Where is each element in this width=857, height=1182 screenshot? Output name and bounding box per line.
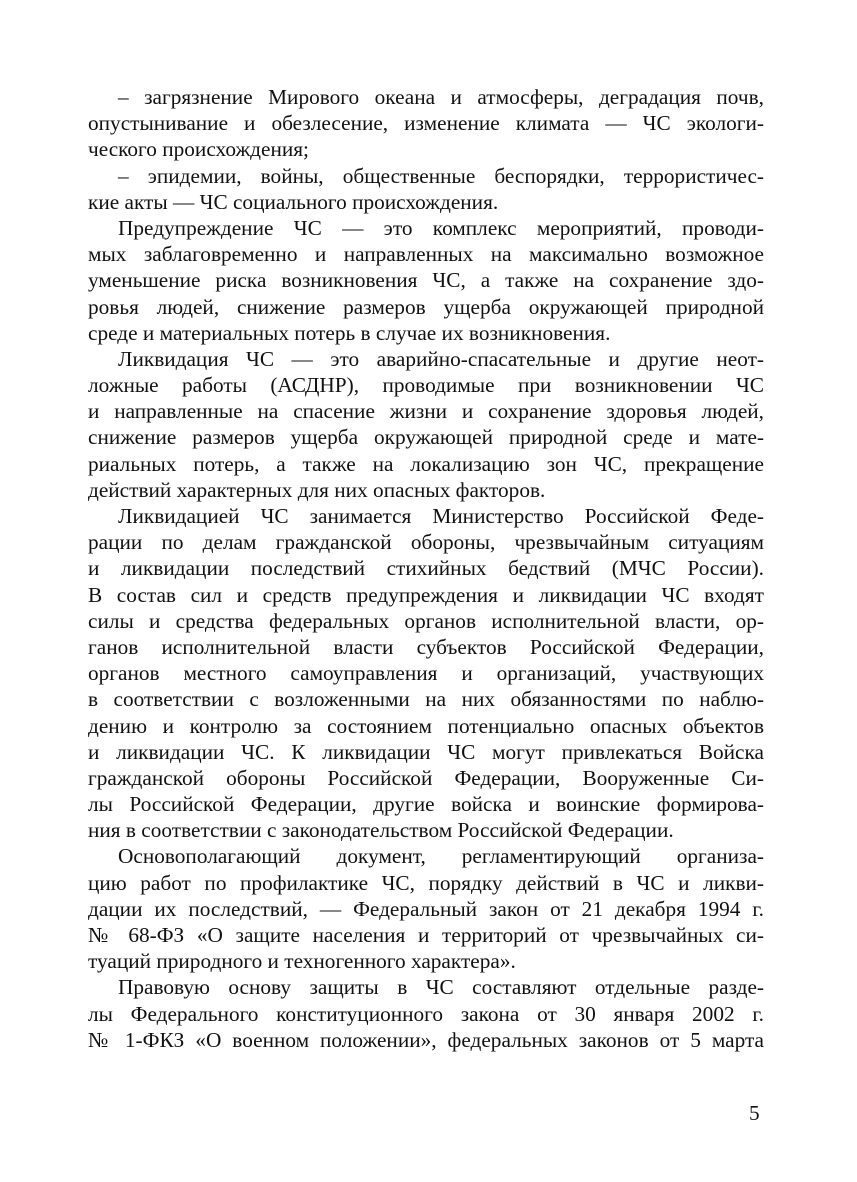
- text-line: и направленные на спасение жизни и сохранение здоровья людей,: [88, 399, 764, 424]
- text-line: цию работ по профилактике ЧС, порядку действий в ЧС и ликви-: [88, 870, 764, 895]
- text-line: дению и контролю за состоянием потенциально опасных объектов: [88, 713, 764, 738]
- paragraph-pollution: [88, 84, 764, 163]
- text-line: ческого происхождения;: [88, 137, 309, 162]
- text-line: Ликвидацией ЧС занимается Министерство Российской Феде-: [118, 504, 764, 528]
- text-line: органов местного самоуправления и организаций, участвующих: [88, 661, 764, 686]
- paragraph-epidemics: [88, 163, 764, 215]
- text-line: уменьшение риска возникновения ЧС, а также на сохранение здо-: [88, 268, 764, 293]
- text-line: и ликвидации ЧС. К ликвидации ЧС могут привлекаться Войска: [88, 739, 764, 764]
- text-line: среде и материальных потерь в случае их возникновения.: [88, 320, 611, 345]
- text-line: гражданской обороны Российской Федерации, Вооруженные Си-: [88, 765, 764, 790]
- paragraph-ministry: [88, 503, 764, 843]
- text-line: Ликвидация ЧС — это аварийно-спасательные и другие неот-: [118, 346, 764, 371]
- text-line: мых заблаговременно и направленных на максимально возможное: [88, 242, 764, 267]
- text-line: ганов исполнительной власти субъектов Российской Федерации,: [88, 634, 764, 659]
- text-line: ложные работы (АСДНР), проводимые при возникновении ЧС: [88, 373, 764, 398]
- text-line: Предупреждение ЧС — это комплекс мероприятий, проводи-: [118, 215, 764, 240]
- text-line: и ликвидации последствий стихийных бедствий (МЧС России).: [88, 556, 764, 581]
- text-line: дации их последствий, — Федеральный закон от 21 декабря 1994 г.: [88, 896, 764, 921]
- text-line: рации по делам гражданской обороны, чрезвычайным ситуациям: [88, 530, 764, 555]
- text-line: лы Российской Федерации, другие войска и воинские формирова-: [88, 792, 764, 817]
- text-line: ровья людей, снижение размеров ущерба окружающей природной: [88, 294, 764, 319]
- text-line: кие акты — ЧС социального происхождения.: [88, 189, 499, 214]
- text-line: туаций природного и техногенного характера».: [88, 949, 516, 974]
- text-line: действий характерных для них опасных факторов.: [88, 477, 546, 502]
- text-line: ния в соответствии с законодательством Российской Федерации.: [88, 818, 674, 843]
- paragraph-legal-basis: [88, 974, 764, 1053]
- text-line: снижение размеров ущерба окружающей природной среде и мате-: [88, 425, 764, 450]
- text-line: В состав сил и средств предупреждения и ликвидации ЧС входят: [88, 582, 764, 607]
- paragraph-prevention: [88, 215, 764, 346]
- paragraph-liquidation: [88, 346, 764, 503]
- text-line: – загрязнение Мирового океана и атмосферы, деградация почв,: [118, 85, 764, 109]
- paragraph-federal-law: [88, 843, 764, 974]
- text-line: опустынивание и обезлесение, изменение климата — ЧС экологи-: [88, 111, 764, 136]
- text-line: лы Федерального конституционного закона от 30 января 2002 г.: [88, 1001, 764, 1026]
- text-line: в соответствии с возложенными на них обязанностями по наблю-: [88, 687, 764, 712]
- text-line: риальных потерь, а также на локализацию зон ЧС, прекращение: [88, 451, 764, 476]
- text-line: – эпидемии, войны, общественные беспорядки, террористичес-: [118, 163, 764, 188]
- text-line: Основополагающий документ, регламентирующий организа-: [118, 844, 764, 869]
- page-body: [88, 84, 764, 1053]
- text-line: силы и средства федеральных органов исполнительной власти, ор-: [88, 608, 764, 633]
- page-number: 5: [749, 1101, 760, 1125]
- text-line: № 1-ФКЗ «О военном положении», федеральных законов от 5 марта: [88, 1027, 764, 1052]
- text-line: № 68-ФЗ «О защите населения и территорий от чрезвычайных си-: [88, 923, 764, 947]
- text-line: Правовую основу защиты в ЧС составляют отдельные разде-: [118, 975, 764, 1000]
